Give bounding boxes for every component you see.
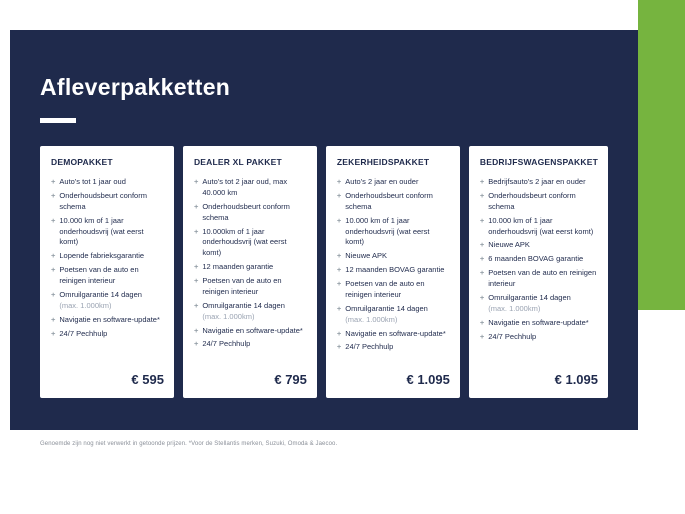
feature-text [345,265,444,276]
feature-label: 24/7 Pechhulp [488,331,537,341]
plus-bullet-icon: + [479,317,485,327]
plus-bullet-icon: + [51,177,56,186]
plus-bullet-icon: + [336,279,342,288]
title-underline [40,118,76,123]
feature-item [480,332,598,343]
feature-text [345,342,393,353]
plus-bullet-icon: + [479,254,485,264]
feature-item [337,265,450,276]
package-card [326,146,460,398]
plus-bullet-icon: + [193,201,199,211]
plus-bullet-icon: + [479,240,485,250]
feature-text [59,251,144,262]
feature-text [202,262,273,273]
feature-label: Navigatie en software-update* [345,328,446,338]
feature-item [337,191,450,213]
feature-label: Navigatie en software-update* [202,325,303,335]
feature-item [194,301,307,323]
page-title: Afleverpakketten [40,74,231,100]
package-card [40,146,174,398]
feature-text [488,268,598,290]
feature-note: (max. 1.000km) [345,314,398,324]
feature-label: Poetsen van de auto en reinigen interieur [488,268,597,288]
feature-text [202,276,307,298]
plus-bullet-icon: + [51,215,56,225]
feature-text [202,326,302,337]
feature-text [488,240,530,251]
feature-label: Omruilgarantie 14 dagen [59,289,142,299]
feature-label: Onderhoudsbeurt conform schema [345,190,433,211]
feature-item [480,216,598,238]
plus-bullet-icon: + [336,190,342,200]
plus-bullet-icon: + [336,303,342,313]
feature-list [337,177,450,356]
feature-item [480,191,598,213]
feature-label: 10.000km of 1 jaar onderhoudsvrij (wat eerst komt) [202,226,287,258]
feature-item [337,216,450,249]
package-price: € 595 [131,372,164,387]
feature-text [345,251,387,262]
feature-list [51,177,164,342]
feature-item [51,315,164,326]
feature-item [337,342,450,353]
feature-list [194,177,307,353]
feature-label: 10.000 km of 1 jaar onderhoudsvrij (wat eerst komt) [59,215,144,247]
feature-item [337,251,450,262]
feature-item [194,262,307,273]
feature-text [59,290,142,312]
package-price: € 1.095 [406,372,450,387]
plus-bullet-icon: + [479,177,485,186]
feature-label: 24/7 Pechhulp [59,328,108,338]
feature-text [59,191,164,213]
feature-label: Navigatie en software-update* [488,317,589,327]
feature-text [345,329,445,340]
feature-text [59,265,164,287]
package-card [469,146,608,398]
feature-label: Poetsen van de auto en reinigen interieur [59,265,139,285]
feature-item [194,227,307,260]
feature-item [480,177,598,188]
feature-text [488,318,588,329]
plus-bullet-icon: + [479,292,485,302]
feature-item [337,177,450,188]
feature-text [59,315,159,326]
plus-bullet-icon: + [479,331,485,341]
feature-item [51,290,164,312]
plus-bullet-icon: + [193,300,199,310]
packages-row [40,146,608,398]
feature-label: Poetsen van de auto en reinigen interieur [202,276,282,296]
plus-bullet-icon: + [479,190,485,200]
feature-note: (max. 1.000km) [202,311,255,321]
feature-label: Auto's 2 jaar en ouder [345,177,419,186]
package-price: € 795 [274,372,307,387]
feature-item [480,240,598,251]
feature-item [194,326,307,337]
feature-item [194,177,307,199]
feature-label: Nieuwe APK [345,251,387,261]
feature-text [345,304,428,326]
feature-label: Omruilgarantie 14 dagen [202,300,285,310]
plus-bullet-icon: + [193,276,199,285]
feature-item [51,216,164,249]
plus-bullet-icon: + [51,190,56,200]
feature-list [480,177,598,345]
feature-label: Auto's tot 1 jaar oud [59,177,126,186]
feature-item [51,265,164,287]
plus-bullet-icon: + [51,314,56,324]
feature-item [480,254,598,265]
package-card [183,146,317,398]
feature-label: Onderhoudsbeurt conform schema [202,201,290,222]
plus-bullet-icon: + [51,251,56,261]
plus-bullet-icon: + [336,177,342,186]
content-panel [10,30,638,430]
feature-label: 12 maanden garantie [202,262,274,272]
feature-text [488,177,585,188]
feature-label: 24/7 Pechhulp [202,339,251,349]
plus-bullet-icon: + [479,268,485,278]
package-name: DEALER XL PAKKET [193,157,282,167]
feature-label: Onderhoudsbeurt conform schema [488,190,576,211]
plus-bullet-icon: + [336,328,342,338]
feature-item [51,329,164,340]
plus-bullet-icon: + [193,262,199,272]
feature-label: Auto's tot 2 jaar oud, max 40.000 km [202,177,288,197]
plus-bullet-icon: + [51,265,56,275]
feature-item [194,202,307,224]
feature-label: 24/7 Pechhulp [345,342,394,352]
feature-label: 6 maanden BOVAG garantie [488,254,584,264]
plus-bullet-icon: + [193,325,199,335]
feature-text [59,329,107,340]
feature-item [51,177,164,188]
feature-label: 12 maanden BOVAG garantie [345,265,445,275]
feature-text [202,301,285,323]
feature-text [202,202,307,224]
package-name: ZEKERHEIDSPAKKET [336,157,430,167]
feature-item [51,191,164,213]
feature-item [337,279,450,301]
feature-text [59,216,164,249]
feature-text [488,254,583,265]
plus-bullet-icon: + [51,328,56,338]
feature-text [345,191,450,213]
plus-bullet-icon: + [479,215,485,225]
feature-label: Navigatie en software-update* [59,314,160,324]
feature-text [345,279,450,301]
feature-text [488,332,536,343]
plus-bullet-icon: + [193,177,199,186]
feature-item [480,318,598,329]
feature-item [337,329,450,340]
footnote: Genoemde zijn nog niet verwerkt in getoonde prijzen. *Voor de Stellantis merken, Suzuki, Omoda & Jaecoo. [40,441,338,447]
feature-label: Nieuwe APK [488,240,530,250]
package-price: € 1.095 [554,372,598,387]
feature-label: Omruilgarantie 14 dagen [345,303,428,313]
feature-text [345,216,450,249]
feature-text [488,293,571,315]
feature-label: Poetsen van de auto en reinigen interieur [345,279,425,299]
feature-label: Bedrijfsauto's 2 jaar en ouder [488,177,586,186]
feature-item [480,268,598,290]
feature-text [59,177,125,188]
feature-label: Omruilgarantie 14 dagen [488,292,571,302]
feature-item [337,304,450,326]
feature-note: (max. 1.000km) [59,300,112,310]
feature-label: Onderhoudsbeurt conform schema [59,190,147,211]
feature-item [194,339,307,350]
feature-label: 10.000 km of 1 jaar onderhoudsvrij (wat eerst komt) [488,215,594,236]
plus-bullet-icon: + [336,265,342,275]
feature-item [480,293,598,315]
feature-text [488,216,598,238]
feature-text [202,177,307,199]
feature-text [488,191,598,213]
plus-bullet-icon: + [336,215,342,225]
plus-bullet-icon: + [193,339,199,349]
feature-text [345,177,418,188]
feature-label: 10.000 km of 1 jaar onderhoudsvrij (wat eerst komt) [345,215,430,247]
plus-bullet-icon: + [336,251,342,261]
green-accent-stripe [638,0,685,310]
package-name: DEMOPAKKET [51,157,113,167]
feature-note: (max. 1.000km) [488,303,541,313]
plus-bullet-icon: + [51,289,56,299]
feature-text [202,339,250,350]
feature-item [194,276,307,298]
feature-text [202,227,307,260]
feature-item [51,251,164,262]
plus-bullet-icon: + [193,226,199,236]
plus-bullet-icon: + [336,342,342,352]
package-name: BEDRIJFSWAGENSPAKKET [479,157,598,167]
feature-label: Lopende fabrieksgarantie [59,251,145,261]
